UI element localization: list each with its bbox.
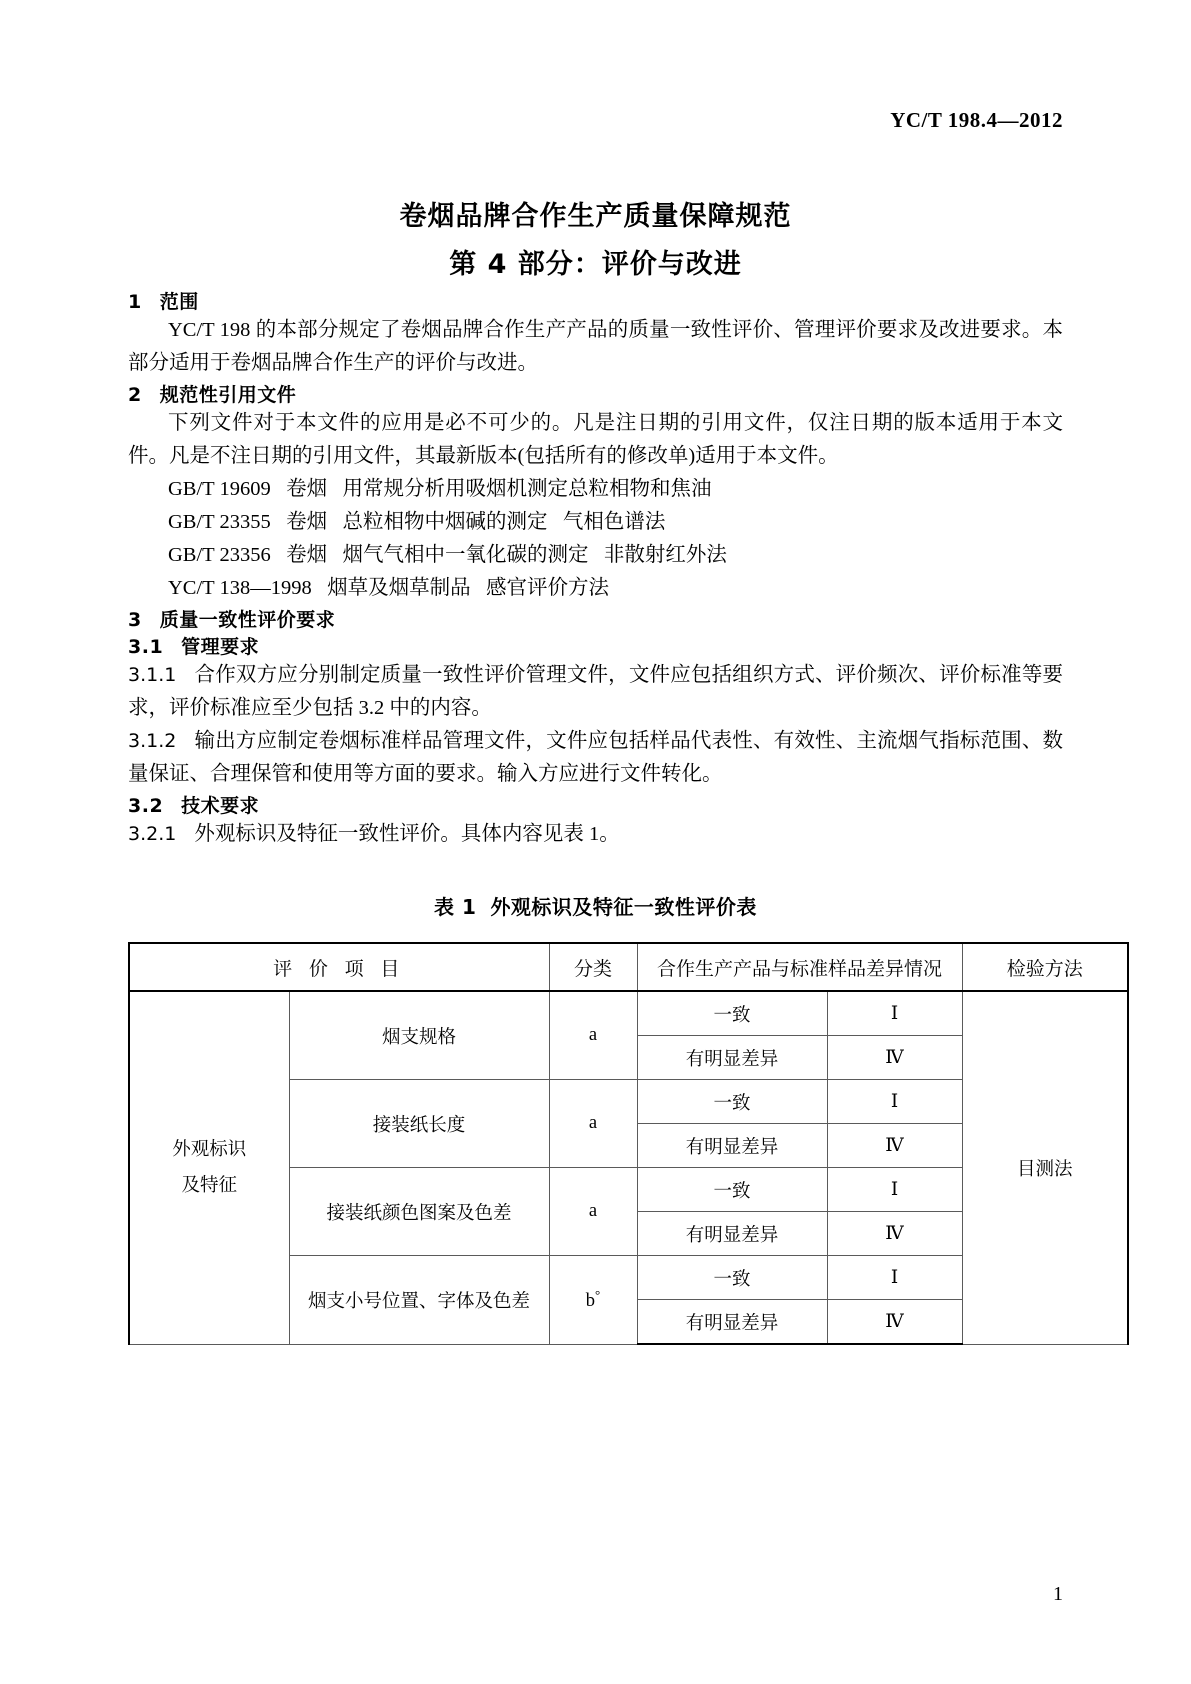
group-label-line-2: 及特征 <box>181 1175 237 1196</box>
clause-3-2-1-text: 外观标识及特征一致性评价。具体内容见表 1。 <box>194 823 620 845</box>
classification-footnote-marker: ° <box>595 1287 601 1303</box>
section-1-number: 1 <box>128 291 142 313</box>
section-1-label: 范围 <box>159 291 199 313</box>
section-3-number: 3 <box>128 609 142 631</box>
section-1-paragraph: YC/T 198 的本部分规定了卷烟品牌合作生产产品的质量一致性评价、管理评价要求及改进要求。本部分适用于卷烟品牌合作生产的评价与改进。 <box>128 319 1063 374</box>
reference-item: YC/T 138—1998 烟草及烟草制品 感官评价方法 <box>168 577 609 599</box>
table-header-method: 检验方法 <box>962 943 1128 991</box>
page-number: 1 <box>1053 1583 1063 1605</box>
table-difference-value: 一致 <box>637 991 827 1036</box>
table-grade-value: Ⅳ <box>827 1300 962 1345</box>
clause-3-1-1-number: 3.1.1 <box>128 664 177 686</box>
table-item-classification <box>549 1256 637 1345</box>
table-difference-value: 一致 <box>637 1080 827 1124</box>
section-2-number: 2 <box>128 384 142 406</box>
table-difference-value: 有明显差异 <box>637 1212 827 1256</box>
table-item-name: 烟支规格 <box>289 991 549 1080</box>
clause-3-1-1 <box>128 659 1063 725</box>
section-heading-3-1 <box>128 632 1063 659</box>
table-1-appearance-evaluation <box>128 942 1129 1345</box>
section-heading-1 <box>128 287 1063 314</box>
clause-3-1-2-number: 3.1.2 <box>128 730 177 752</box>
table-grade-value: Ⅳ <box>827 1036 962 1080</box>
table-grade-value: Ⅰ <box>827 1080 962 1124</box>
table-header-item: 评 价 项 目 <box>129 943 549 991</box>
table-item-name: 接装纸颜色图案及色差 <box>289 1168 549 1256</box>
table-grade-value: Ⅰ <box>827 991 962 1036</box>
clause-3-1-2-text: 输出方应制定卷烟标准样品管理文件，文件应包括样品代表性、有效性、主流烟气指标范围、数量保证、合理保管和使用等方面的要求。输入方应进行文件转化。 <box>128 730 1063 785</box>
section-3-2-number: 3.2 <box>128 795 164 817</box>
table-1-caption <box>128 891 1063 920</box>
table-difference-value: 有明显差异 <box>637 1124 827 1168</box>
document-title <box>128 195 1063 287</box>
table-difference-value: 一致 <box>637 1256 827 1300</box>
clause-3-2-1-number: 3.2.1 <box>128 823 177 845</box>
reference-item: GB/T 23355 卷烟 总粒相物中烟碱的测定 气相色谱法 <box>168 511 666 533</box>
table-row <box>129 991 1128 1036</box>
table-difference-value: 一致 <box>637 1168 827 1212</box>
table-item-classification: a <box>549 991 637 1080</box>
table-grade-value: Ⅳ <box>827 1212 962 1256</box>
table-group-label-appearance <box>129 991 289 1344</box>
section-3-1-label: 管理要求 <box>181 636 260 658</box>
title-line-2: 第 4 部分：评价与改进 <box>449 249 742 280</box>
table-difference-value: 有明显差异 <box>637 1036 827 1080</box>
table-difference-value: 有明显差异 <box>637 1300 827 1345</box>
clause-3-1-1-text: 合作双方应分别制定质量一致性评价管理文件，文件应包括组织方式、评价频次、评价标准等要求，评价标准应至少包括 3.2 中的内容。 <box>128 664 1063 719</box>
section-2-paragraph: 下列文件对于本文件的应用是必不可少的。凡是注日期的引用文件，仅注日期的版本适用于本文件。凡是不注日期的引用文件，其最新版本(包括所有的修改单)适用于本文件。 <box>128 412 1063 467</box>
table-grade-value: Ⅰ <box>827 1256 962 1300</box>
reference-item: GB/T 19609 卷烟 用常规分析用吸烟机测定总粒相物和焦油 <box>168 478 712 500</box>
section-2-label: 规范性引用文件 <box>159 384 297 406</box>
section-3-1-number: 3.1 <box>128 636 164 658</box>
table-grade-value: Ⅰ <box>827 1168 962 1212</box>
table-method-value: 目测法 <box>962 991 1128 1344</box>
section-3-2-label: 技术要求 <box>181 795 260 817</box>
section-heading-2 <box>128 380 1063 407</box>
classification-letter: b <box>585 1291 596 1312</box>
section-3-label: 质量一致性评价要求 <box>159 609 336 631</box>
section-heading-3-2 <box>128 791 1063 818</box>
normative-references-list <box>128 473 1063 605</box>
title-line-1: 卷烟品牌合作生产质量保障规范 <box>399 201 792 232</box>
table-item-name: 烟支小号位置、字体及色差 <box>289 1256 549 1345</box>
section-heading-3 <box>128 605 1063 632</box>
table-item-classification: a <box>549 1080 637 1168</box>
clause-3-1-2 <box>128 725 1063 791</box>
table-item-classification: a <box>549 1168 637 1256</box>
table-item-name: 接装纸长度 <box>289 1080 549 1168</box>
reference-item: GB/T 23356 卷烟 烟气气相中一氧化碳的测定 非散射红外法 <box>168 544 727 566</box>
table-1-title: 外观标识及特征一致性评价表 <box>490 895 757 919</box>
table-header-row <box>129 943 1128 991</box>
running-header <box>128 0 1063 133</box>
table-1-number: 表 1 <box>434 895 477 919</box>
clause-3-2-1 <box>128 818 1063 851</box>
table-header-classification: 分类 <box>549 943 637 991</box>
standard-code: YC/T 198.4—2012 <box>890 108 1063 132</box>
table-grade-value: Ⅳ <box>827 1124 962 1168</box>
table-header-difference: 合作生产产品与标准样品差异情况 <box>637 943 962 991</box>
group-label-line-1: 外观标识 <box>172 1139 247 1160</box>
